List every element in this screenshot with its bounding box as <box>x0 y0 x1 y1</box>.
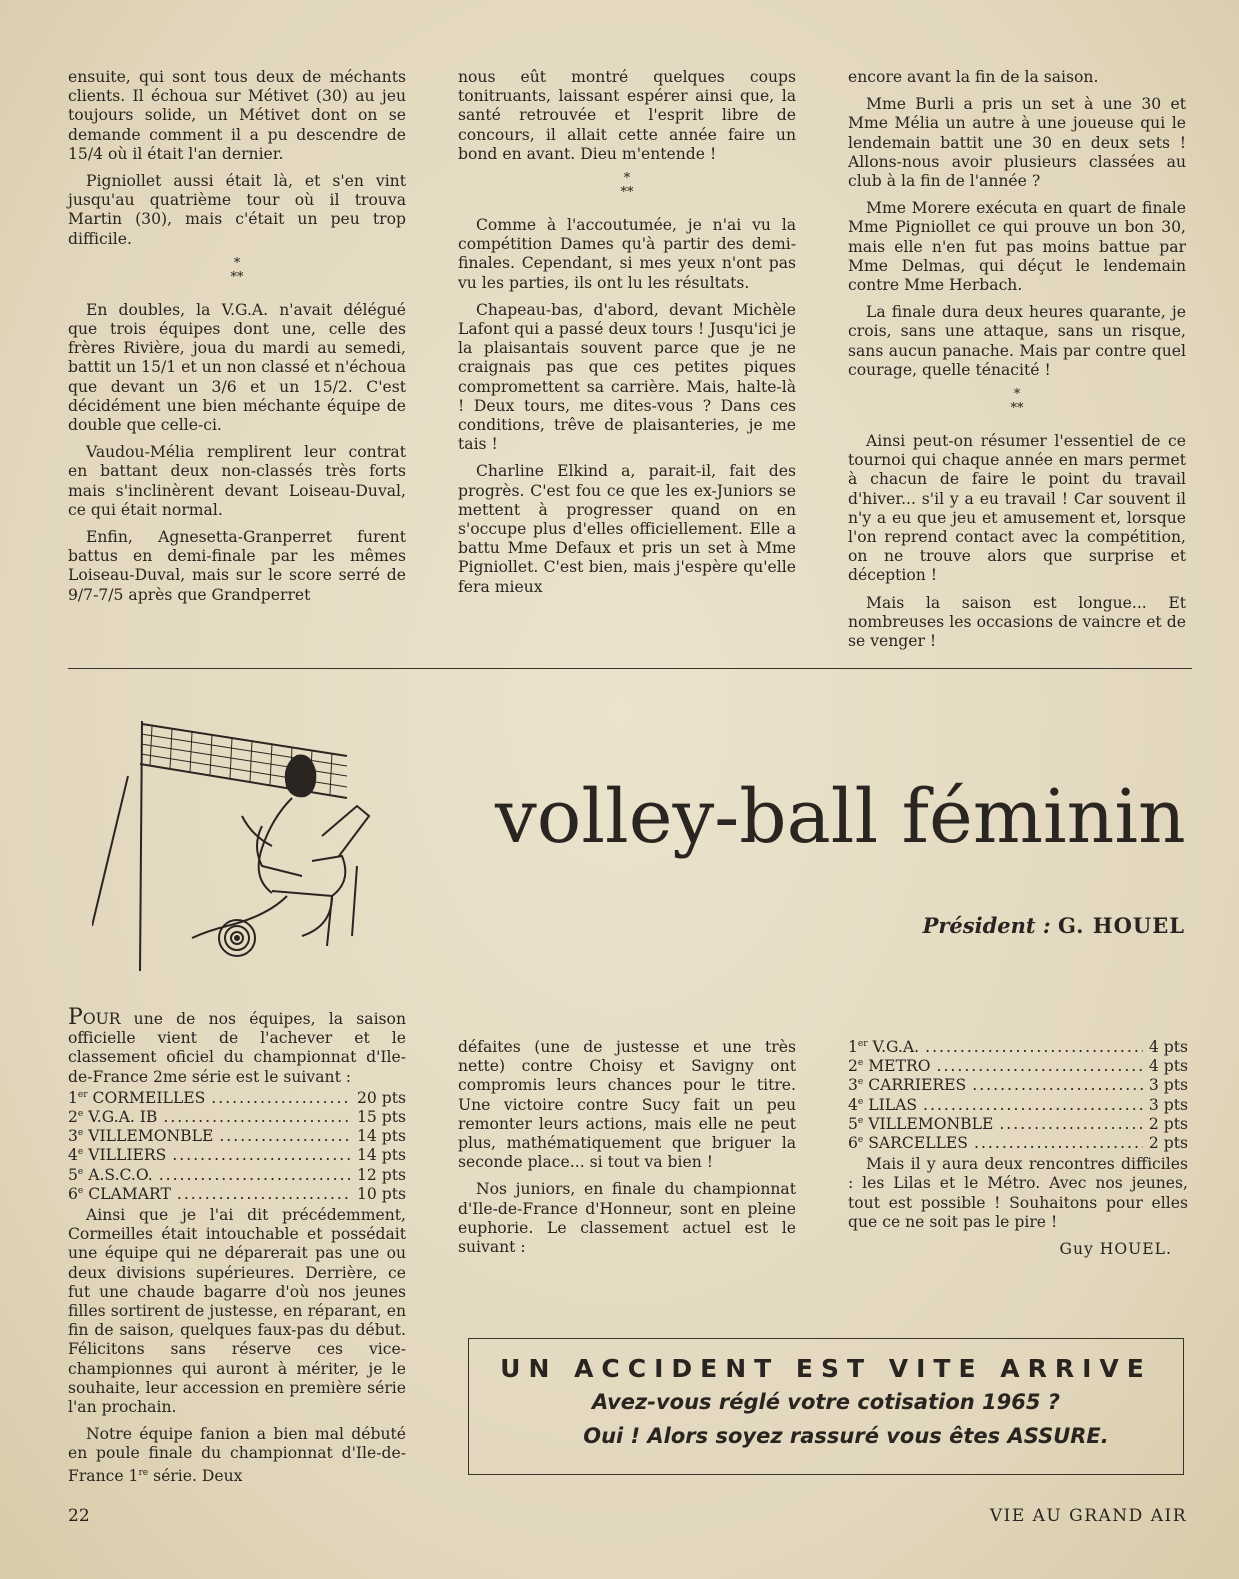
notice-headline: UN ACCIDENT EST VITE ARRIVE <box>500 1354 1152 1383</box>
paragraph: Chapeau-bas, d'abord, devant Michèle Lafont qui a passé deux tours ! Jusqu'ici je la plaisantais souvent parce que je ne craignais pas que ces petites piques compromettent sa carrière. Mais, halte-là ! Deux tours, me dites-vous ? Dans ces conditions, trêve de plaisanteries, je me tais ! <box>458 300 796 454</box>
table-row: 3e CARRIERES ..... 3 pts <box>848 1076 1188 1095</box>
paragraph: ensuite, qui sont tous deux de méchants clients. Il échoua sur Métivet (30) au jeu toujours solide, un Métivet dont on se demande comment il a pu descendre de 15/4 où il était l'an dernier. <box>68 68 406 163</box>
president-credit <box>923 913 1185 938</box>
volleyball-player-illustration <box>92 716 382 976</box>
table-row: 4e VILLIERS ..... 14 pts <box>68 1146 406 1165</box>
author-signature: Guy HOUEL. <box>1059 1240 1172 1259</box>
table-row: 2e V.G.A. IB ..... 15 pts <box>68 1108 406 1127</box>
bottom-column-2 <box>458 1038 796 1265</box>
paragraph: Mais il y aura deux rencontres difficiles : les Lilas et le Métro. Avec nos jeunes, tout est possible ! Souhaitons pour elles que ce ne soit pas le pire ! <box>848 1155 1188 1231</box>
table-row: 3e VILLEMONBLE ..... 14 pts <box>68 1127 406 1146</box>
paragraph: Pigniollet aussi était là, et s'en vint jusqu'au quatrième tour où il trouva Martin (30), mais c'était un peu trop difficile. <box>68 172 406 248</box>
table-row: 6e SARCELLES ..... 2 pts <box>848 1134 1188 1153</box>
section-divider <box>68 668 1192 669</box>
table-row: 1er V.G.A. ..... 4 pts <box>848 1038 1188 1057</box>
table-row: 1er CORMEILLES ..... 20 pts <box>68 1089 406 1108</box>
paragraph: Mme Burli a pris un set à une 30 et Mme Mélia un autre à une joueuse qui le lendemain battit une 30 en deux sets ! Allons-nous avoir plusieurs classées au club à la fin de l'année ? <box>848 95 1186 191</box>
paragraph: défaites (une de justesse et une très nette) contre Choisy et Savigny ont compromis leurs chances pour le titre. Une victoire contre Sucy fait un peu remonter leurs actions, mais elle ne peut plus, mathématiquement que briguer la seconde place... si tout va bien ! <box>458 1038 796 1172</box>
president-name: G. HOUEL <box>1057 913 1185 938</box>
page-number: 22 <box>68 1506 90 1526</box>
paragraph: En doubles, la V.G.A. n'avait délégué que trois équipes dont une, celle des frères Rivière, joua du mardi au semedi, battit un 15/1 et un non classé et n'échoua que devant un 3/6 et un 15/2. C'est décidément une bien méchante équipe de double que celle-ci. <box>68 300 406 435</box>
paragraph: Mais la saison est longue... Et nombreuses les occasions de vaincre et de se venger ! <box>848 593 1186 651</box>
paragraph: Notre équipe fanion a bien mal débuté en poule finale du championnat d'Ile-de-France 1re série. Deux <box>68 1425 406 1485</box>
table-row: 5e VILLEMONBLE ..... 2 pts <box>848 1115 1188 1134</box>
standings-table-2me-serie <box>68 1089 406 1204</box>
paragraph: Enfin, Agnesetta-Granperret furent battus en demi-finale par les mêmes Loiseau-Duval, mais sur le score serré de 9/7-7/5 après que Grandperret <box>68 528 406 604</box>
standings-table-juniors <box>848 1038 1188 1153</box>
paragraph: Comme à l'accoutumée, je n'ai vu la compétition Dames qu'à partir des demi-finales. Cependant, si mes yeux n'ont pas vu les parties, ils ont lu les résultats. <box>458 216 796 292</box>
paragraph: Ainsi peut-on résumer l'essentiel de ce tournoi qui chaque année en mars permet à chacun de faire le point du travail d'hiver... s'il y a eu travail ! Car souvent il n'y a eu que jeu et amusement et, lorsque l'on reprend contact avec la compétition, on ne trouve alors que surprise et déception ! <box>848 432 1186 585</box>
paragraph: Vaudou-Mélia remplirent leur contrat en battant deux non-classés très forts mais s'inclinèrent devant Loiseau-Duval, ce qui était normal. <box>68 443 406 519</box>
drop-cap: P <box>68 1005 83 1030</box>
table-row: 2e METRO ..... 4 pts <box>848 1057 1188 1076</box>
section-title: volley-ball féminin <box>495 774 1186 860</box>
top-column-2 <box>458 68 796 605</box>
table-row: 6e CLAMART ..... 10 pts <box>68 1185 406 1204</box>
paragraph: Charline Elkind a, parait-il, fait des progrès. C'est fou ce que les ex-Juniors se mettent à progresser quand on en s'occupe plus d'elles officiellement. Elle a battu Mme Defaux et pris un set à Mme Pigniollet. C'est bien, mais j'espère qu'elle fera mieux <box>458 462 796 596</box>
table-row: 4e LILAS ..... 3 pts <box>848 1096 1188 1115</box>
top-column-3 <box>848 68 1186 659</box>
magazine-name: VIE AU GRAND AIR <box>989 1506 1187 1526</box>
notice-question: Avez-vous réglé votre cotisation 1965 ? <box>592 1390 1060 1414</box>
bottom-column-1 <box>68 1005 406 1494</box>
top-column-1 <box>68 68 406 613</box>
insurance-notice-box <box>468 1338 1184 1475</box>
bottom-column-3 <box>848 1038 1188 1267</box>
paragraph: Mme Morere exécuta en quart de finale Mme Pigniollet ce qui prouve un bon 30, mais elle n'en fut pas moins battue par Mme Delmas, qui déçut le lendemain contre Mme Herbach. <box>848 199 1186 295</box>
paragraph: nous eût montré quelques coups tonitruants, laissant espérer ainsi que, la santé retrouvée et l'esprit libre de concours, il allait cette année faire un bond en avant. Dieu m'entende ! <box>458 68 796 163</box>
paragraph: encore avant la fin de la saison. <box>848 68 1099 86</box>
asterism-separator: * ** <box>1010 387 1024 417</box>
paragraph: Ainsi que je l'ai dit précédemment, Cormeilles était intouchable et possédait une équipe qui ne déparerait pas une ou deux divisions supérieures. Derrière, ce fut une chaude bagarre d'où nos jeunes filles sortirent de justesse, en réparant, en fin de saison, quelques faux-pas du début. Félicitons sans réserve ces vice-championnes qui auront à mériter, je le souhaite, leur accession en première série l'an prochain. <box>68 1206 406 1417</box>
paragraph: Nos juniors, en finale du championnat d'Ile-de-France d'Honneur, sont en pleine euphorie. Le classement actuel est le suivant : <box>458 1180 796 1257</box>
asterism-separator: * ** <box>620 171 634 201</box>
notice-answer: Oui ! Alors soyez rassuré vous êtes ASSURE. <box>583 1424 1109 1448</box>
table-row: 5e A.S.C.O. ..... 12 pts <box>68 1166 406 1185</box>
president-label: Président : <box>922 913 1051 938</box>
intro-paragraph: POUR une de nos équipes, la saison officielle vient de l'achever et le classement oficiel du championnat d'Ile-de-France 2me série est le suivant : <box>68 1005 406 1086</box>
asterism-separator: * ** <box>230 255 244 285</box>
paragraph: La finale dura deux heures quarante, je crois, sans une attaque, sans un risque, sans aucun panache. Mais par contre quel courage, quelle ténacité ! <box>848 303 1186 379</box>
